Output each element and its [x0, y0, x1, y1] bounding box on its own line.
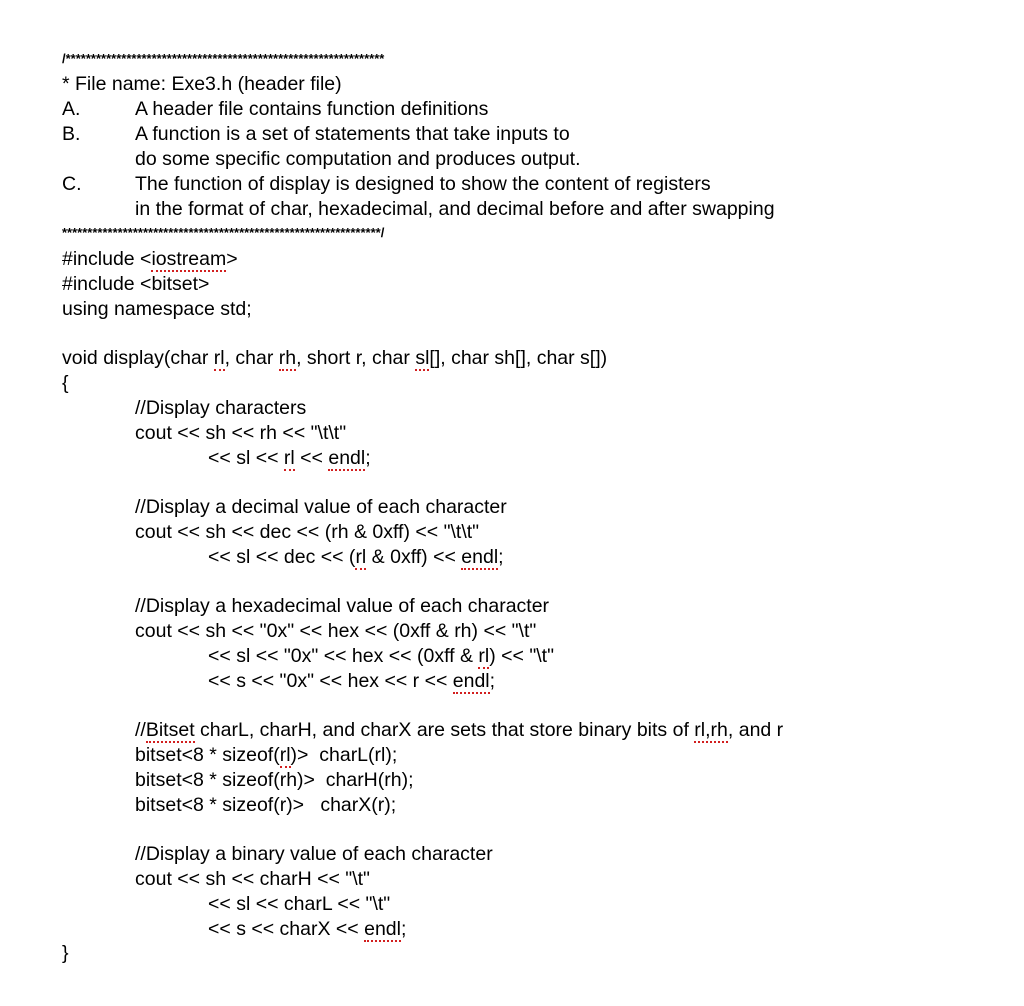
comment-display-decimal: //Display a decimal value of each character [135, 496, 507, 518]
bin-line-3 [208, 917, 406, 941]
bin-l3-semicolon: ; [400, 918, 407, 940]
comment-display-binary: //Display a binary value of each character [135, 843, 493, 865]
sig-sl: sl [415, 347, 430, 369]
item-a-label: A. [62, 98, 81, 120]
bitset-l1-rl: rl [279, 744, 291, 766]
hex-l2-c: ) << "\t" [489, 645, 555, 667]
bitset-line-1 [135, 743, 397, 767]
comment-display-characters: //Display characters [135, 397, 307, 419]
bin-l3-a: << s << charX << [208, 918, 365, 940]
dec-l2-a: << sl << dec << ( [208, 546, 356, 568]
dec-line-1: cout << sh << dec << (rh & 0xff) << "\t\t" [135, 521, 480, 543]
chars-line-2 [208, 446, 371, 470]
hex-l2-a: << sl << "0x" << hex << (0xff & [208, 645, 479, 667]
bitset-line-2: bitset<8 * sizeof(rh)> charH(rh); [135, 769, 414, 791]
include-iostream-word: iostream [151, 248, 227, 270]
bitset-comment-word: Bitset [145, 719, 195, 741]
sig-rl: rl [213, 347, 225, 369]
bitset-l1-a: bitset<8 * sizeof( [135, 744, 280, 766]
hex-line-2 [208, 644, 554, 668]
include-bitset: #include <bitset> [62, 273, 210, 295]
bitset-comment-slashes: // [135, 719, 146, 741]
include-iostream-suffix: > [226, 248, 238, 270]
item-b-text: A function is a set of statements that take inputs to [135, 123, 570, 145]
close-brace: } [62, 942, 69, 964]
file-name-line: * File name: Exe3.h (header file) [62, 73, 342, 95]
comment-bottom-border: ***************************************************************/ [62, 226, 385, 239]
hex-l2-rl: rl [478, 645, 490, 667]
item-c2-text: in the format of char, hexadecimal, and decimal before and after swapping [135, 198, 775, 220]
item-a [62, 97, 488, 121]
sig-rh: rh [278, 347, 297, 369]
include-iostream [62, 247, 238, 271]
dec-l2-semicolon: ; [498, 546, 504, 568]
bin-l3-endl: endl [364, 918, 401, 940]
bitset-l1-rl2: rl [374, 744, 386, 766]
hex-l3-endl: endl [452, 670, 490, 692]
item-b2-text: do some specific computation and produces output. [135, 148, 581, 170]
item-a-text: A header file contains function definitions [135, 98, 489, 120]
comment-top-border: /*************************************************************** [62, 52, 385, 65]
item-b-continuation [62, 147, 581, 171]
item-c [62, 172, 711, 196]
dec-line-2 [208, 545, 504, 569]
open-brace: { [62, 372, 69, 394]
bin-line-2: << sl << charL << "\t" [208, 893, 391, 915]
sig-part-1: void display(char [62, 347, 214, 369]
bin-line-1: cout << sh << charH << "\t" [135, 868, 370, 890]
sig-part-4: [], char sh[], char s[]) [429, 347, 608, 369]
hex-line-3 [208, 669, 495, 693]
item-b-label: B. [62, 123, 81, 145]
chars-l2-endl: endl [328, 447, 366, 469]
item-b [62, 122, 570, 146]
comment-bitset [135, 718, 783, 742]
chars-l2-c: << [294, 447, 329, 469]
using-namespace: using namespace std; [62, 298, 252, 320]
dec-l2-endl: endl [461, 546, 499, 568]
bitset-comment-mid: charL, charH, and charX are sets that store binary bits of [194, 719, 695, 741]
item-c-continuation [62, 197, 775, 221]
bitset-comment-end: , and r [727, 719, 784, 741]
hex-l3-semicolon: ; [489, 670, 496, 692]
bitset-line-3: bitset<8 * sizeof(r)> charX(r); [135, 794, 397, 816]
item-c-text: The function of display is designed to show the content of registers [135, 173, 711, 195]
sig-part-3: , short r, char [296, 347, 416, 369]
sig-part-2: , char [224, 347, 279, 369]
bitset-comment-rlrh: rl,rh [694, 719, 728, 741]
chars-l2-a: << sl << [208, 447, 284, 469]
item-c-label: C. [62, 173, 82, 195]
hex-line-1: cout << sh << "0x" << hex << (0xff & rh) << "\t" [135, 620, 537, 642]
include-iostream-prefix: #include < [62, 248, 152, 270]
comment-display-hex: //Display a hexadecimal value of each character [135, 595, 550, 617]
bitset-l1-e: ); [385, 744, 398, 766]
function-signature [62, 346, 607, 370]
chars-line-1: cout << sh << rh << "\t\t" [135, 422, 347, 444]
hex-l3-a: << s << "0x" << hex << r << [208, 670, 453, 692]
chars-l2-rl: rl [283, 447, 295, 469]
dec-l2-rl: rl [355, 546, 367, 568]
bitset-l1-c: )> charL( [290, 744, 375, 766]
dec-l2-c: & 0xff) << [366, 546, 462, 568]
chars-l2-semicolon: ; [365, 447, 371, 469]
